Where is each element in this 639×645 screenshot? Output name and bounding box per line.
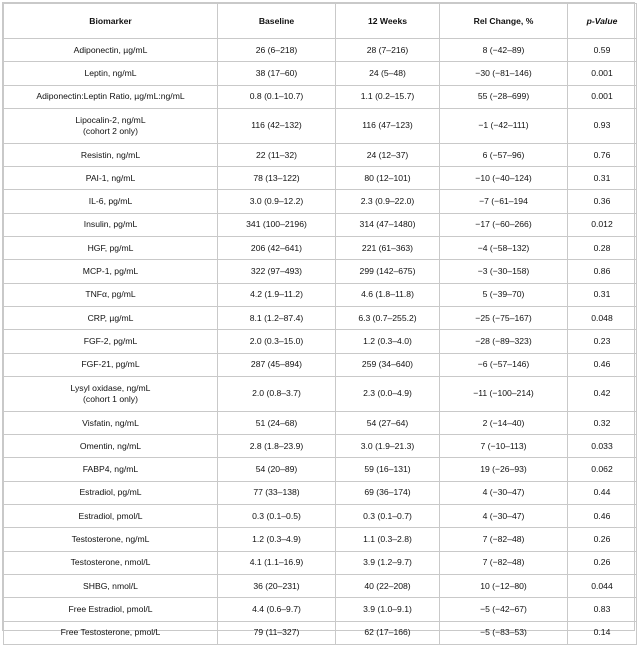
cell-12-weeks: 221 (61–363) <box>336 237 440 260</box>
cell-biomarker <box>4 62 218 85</box>
cell-baseline: 2.0 (0.8–3.7) <box>218 376 336 411</box>
cell-p-value: 0.83 <box>568 598 637 621</box>
table-row <box>4 39 637 62</box>
cell-baseline: 2.0 (0.3–15.0) <box>218 330 336 353</box>
biomarker-table <box>3 3 637 645</box>
cell-biomarker <box>4 237 218 260</box>
cell-baseline: 0.8 (0.1–10.7) <box>218 85 336 108</box>
table-row <box>4 167 637 190</box>
biomarker-label: Visfatin, ng/mL <box>82 417 139 428</box>
cell-baseline: 4.2 (1.9–11.2) <box>218 283 336 306</box>
cell-biomarker <box>4 213 218 236</box>
cell-biomarker <box>4 330 218 353</box>
header-row <box>4 4 637 39</box>
cell-12-weeks: 80 (12–101) <box>336 167 440 190</box>
table-row <box>4 574 637 597</box>
table-row <box>4 505 637 528</box>
table-row <box>4 621 637 644</box>
cell-p-value: 0.46 <box>568 353 637 376</box>
cell-baseline: 54 (20–89) <box>218 458 336 481</box>
cell-baseline: 287 (45–894) <box>218 353 336 376</box>
biomarker-label: Resistin, ng/mL <box>80 149 141 160</box>
biomarker-label: CRP, µg/mL <box>87 312 134 323</box>
table-row <box>4 551 637 574</box>
cell-rel-change: 19 (−26–93) <box>440 458 568 481</box>
cell-rel-change: −25 (−75–167) <box>440 306 568 329</box>
cell-rel-change: −1 (−42–111) <box>440 108 568 143</box>
cell-biomarker <box>4 108 218 143</box>
biomarker-note: (cohort 1 only) <box>83 393 138 404</box>
biomarker-label: FGF-2, pg/mL <box>83 335 138 346</box>
table-body <box>4 39 637 645</box>
cell-baseline: 22 (11–32) <box>218 143 336 166</box>
table-row <box>4 143 637 166</box>
cell-12-weeks: 2.3 (0.0–4.9) <box>336 376 440 411</box>
header-baseline: Baseline <box>218 4 336 39</box>
biomarker-label: Adiponectin, µg/mL <box>73 44 148 55</box>
cell-baseline: 4.1 (1.1–16.9) <box>218 551 336 574</box>
cell-rel-change: 4 (−30–47) <box>440 481 568 504</box>
biomarker-note: (cohort 2 only) <box>83 125 138 136</box>
cell-biomarker <box>4 435 218 458</box>
cell-rel-change: −5 (−83–53) <box>440 621 568 644</box>
cell-rel-change: −5 (−42–67) <box>440 598 568 621</box>
table-row <box>4 213 637 236</box>
cell-baseline: 206 (42–641) <box>218 237 336 260</box>
biomarker-label: Lysyl oxidase, ng/mL <box>70 382 151 393</box>
table-row <box>4 306 637 329</box>
cell-rel-change: 2 (−14–40) <box>440 411 568 434</box>
cell-rel-change: −6 (−57–146) <box>440 353 568 376</box>
cell-p-value: 0.28 <box>568 237 637 260</box>
cell-biomarker <box>4 528 218 551</box>
biomarker-label: MCP-1, pg/mL <box>82 266 139 277</box>
cell-p-value: 0.32 <box>568 411 637 434</box>
cell-biomarker <box>4 376 218 411</box>
cell-12-weeks: 40 (22–208) <box>336 574 440 597</box>
biomarker-label: HGF, pg/mL <box>87 242 134 253</box>
cell-biomarker <box>4 260 218 283</box>
table-row <box>4 411 637 434</box>
cell-baseline: 77 (33–138) <box>218 481 336 504</box>
biomarker-label: Testosterone, ng/mL <box>71 533 150 544</box>
cell-biomarker <box>4 598 218 621</box>
cell-biomarker <box>4 574 218 597</box>
cell-rel-change: 4 (−30–47) <box>440 505 568 528</box>
cell-biomarker <box>4 551 218 574</box>
table-row <box>4 481 637 504</box>
cell-12-weeks: 3.9 (1.0–9.1) <box>336 598 440 621</box>
cell-rel-change: 7 (−82–48) <box>440 551 568 574</box>
cell-p-value: 0.86 <box>568 260 637 283</box>
cell-p-value: 0.23 <box>568 330 637 353</box>
cell-rel-change: −4 (−58–132) <box>440 237 568 260</box>
biomarker-label: Lipocalin-2, ng/mL <box>75 114 146 125</box>
cell-baseline: 3.0 (0.9–12.2) <box>218 190 336 213</box>
cell-baseline: 116 (42–132) <box>218 108 336 143</box>
cell-rel-change: 10 (−12–80) <box>440 574 568 597</box>
cell-p-value: 0.14 <box>568 621 637 644</box>
table-frame <box>2 2 635 638</box>
cell-12-weeks: 69 (36–174) <box>336 481 440 504</box>
table-row <box>4 458 637 481</box>
cell-rel-change: 55 (−28–699) <box>440 85 568 108</box>
cell-12-weeks: 24 (12–37) <box>336 143 440 166</box>
cell-12-weeks: 28 (7–216) <box>336 39 440 62</box>
cell-baseline: 51 (24–68) <box>218 411 336 434</box>
cell-rel-change: 7 (−10–113) <box>440 435 568 458</box>
cell-12-weeks: 259 (34–640) <box>336 353 440 376</box>
cell-12-weeks: 6.3 (0.7–255.2) <box>336 306 440 329</box>
table-row <box>4 435 637 458</box>
biomarker-label: IL-6, pg/mL <box>88 196 133 207</box>
cell-12-weeks: 24 (5–48) <box>336 62 440 85</box>
cell-p-value: 0.36 <box>568 190 637 213</box>
cell-baseline: 8.1 (1.2–87.4) <box>218 306 336 329</box>
cell-baseline: 36 (20–231) <box>218 574 336 597</box>
cell-rel-change: −30 (−81–146) <box>440 62 568 85</box>
biomarker-label: Estradiol, pmol/L <box>78 510 143 521</box>
cell-p-value: 0.001 <box>568 85 637 108</box>
cell-p-value: 0.062 <box>568 458 637 481</box>
cell-p-value: 0.31 <box>568 283 637 306</box>
biomarker-label: Adiponectin:Leptin Ratio, µg/mL:ng/mL <box>36 91 185 102</box>
cell-rel-change: 6 (−57–96) <box>440 143 568 166</box>
cell-biomarker <box>4 505 218 528</box>
cell-biomarker <box>4 39 218 62</box>
table-row <box>4 108 637 143</box>
cell-biomarker <box>4 411 218 434</box>
cell-p-value: 0.26 <box>568 551 637 574</box>
cell-12-weeks: 4.6 (1.8–11.8) <box>336 283 440 306</box>
cell-12-weeks: 62 (17–166) <box>336 621 440 644</box>
cell-p-value: 0.033 <box>568 435 637 458</box>
cell-biomarker <box>4 306 218 329</box>
cell-12-weeks: 1.2 (0.3–4.0) <box>336 330 440 353</box>
cell-baseline: 1.2 (0.3–4.9) <box>218 528 336 551</box>
table-row <box>4 376 637 411</box>
cell-baseline: 79 (11–327) <box>218 621 336 644</box>
cell-baseline: 4.4 (0.6–9.7) <box>218 598 336 621</box>
cell-rel-change: −17 (−60–266) <box>440 213 568 236</box>
table-row <box>4 283 637 306</box>
table-row <box>4 330 637 353</box>
table-row <box>4 85 637 108</box>
biomarker-label: Free Testosterone, pmol/L <box>60 627 161 638</box>
cell-12-weeks: 116 (47–123) <box>336 108 440 143</box>
biomarker-label: FGF-21, pg/mL <box>81 359 140 370</box>
cell-p-value: 0.012 <box>568 213 637 236</box>
cell-p-value: 0.26 <box>568 528 637 551</box>
cell-p-value: 0.001 <box>568 62 637 85</box>
cell-rel-change: −10 (−40–124) <box>440 167 568 190</box>
cell-biomarker <box>4 481 218 504</box>
header-biomarker: Biomarker <box>4 4 218 39</box>
biomarker-label: Testosterone, nmol/L <box>70 557 151 568</box>
cell-rel-change: −7 (−61–194 <box>440 190 568 213</box>
cell-p-value: 0.42 <box>568 376 637 411</box>
cell-biomarker <box>4 167 218 190</box>
table-row <box>4 62 637 85</box>
cell-biomarker <box>4 353 218 376</box>
cell-rel-change: 5 (−39–70) <box>440 283 568 306</box>
cell-12-weeks: 2.3 (0.9–22.0) <box>336 190 440 213</box>
cell-biomarker <box>4 458 218 481</box>
cell-biomarker <box>4 190 218 213</box>
biomarker-label: Leptin, ng/mL <box>84 67 137 78</box>
cell-rel-change: 7 (−82–48) <box>440 528 568 551</box>
biomarker-label: Free Estradiol, pmol/L <box>68 603 153 614</box>
header-p-value: p-Value <box>568 4 637 39</box>
biomarker-label: Insulin, pg/mL <box>83 219 138 230</box>
cell-12-weeks: 59 (16–131) <box>336 458 440 481</box>
cell-baseline: 38 (17–60) <box>218 62 336 85</box>
biomarker-label: Omentin, ng/mL <box>79 440 142 451</box>
cell-12-weeks: 3.9 (1.2–9.7) <box>336 551 440 574</box>
cell-p-value: 0.44 <box>568 481 637 504</box>
cell-baseline: 322 (97–493) <box>218 260 336 283</box>
cell-rel-change: −3 (−30–158) <box>440 260 568 283</box>
table-row <box>4 353 637 376</box>
cell-p-value: 0.048 <box>568 306 637 329</box>
cell-p-value: 0.044 <box>568 574 637 597</box>
cell-baseline: 78 (13–122) <box>218 167 336 190</box>
biomarker-label: SHBG, nmol/L <box>83 580 138 591</box>
biomarker-label: PAI-1, ng/mL <box>85 172 136 183</box>
cell-biomarker <box>4 143 218 166</box>
cell-p-value: 0.31 <box>568 167 637 190</box>
table-row <box>4 260 637 283</box>
biomarker-label: Estradiol, pg/mL <box>79 487 142 498</box>
header-12-weeks: 12 Weeks <box>336 4 440 39</box>
cell-biomarker <box>4 621 218 644</box>
cell-p-value: 0.46 <box>568 505 637 528</box>
cell-12-weeks: 1.1 (0.2–15.7) <box>336 85 440 108</box>
cell-p-value: 0.93 <box>568 108 637 143</box>
biomarker-label: TNFα, pg/mL <box>85 289 136 300</box>
cell-12-weeks: 54 (27–64) <box>336 411 440 434</box>
cell-baseline: 0.3 (0.1–0.5) <box>218 505 336 528</box>
table-row <box>4 598 637 621</box>
cell-rel-change: −28 (−89–323) <box>440 330 568 353</box>
header-rel-change: Rel Change, % <box>440 4 568 39</box>
cell-baseline: 26 (6–218) <box>218 39 336 62</box>
cell-12-weeks: 1.1 (0.3–2.8) <box>336 528 440 551</box>
table-row <box>4 190 637 213</box>
table-row <box>4 528 637 551</box>
cell-biomarker <box>4 283 218 306</box>
cell-12-weeks: 0.3 (0.1–0.7) <box>336 505 440 528</box>
cell-12-weeks: 3.0 (1.9–21.3) <box>336 435 440 458</box>
cell-p-value: 0.76 <box>568 143 637 166</box>
cell-p-value: 0.59 <box>568 39 637 62</box>
table-row <box>4 237 637 260</box>
cell-12-weeks: 299 (142–675) <box>336 260 440 283</box>
cell-biomarker <box>4 85 218 108</box>
cell-12-weeks: 314 (47–1480) <box>336 213 440 236</box>
cell-baseline: 2.8 (1.8–23.9) <box>218 435 336 458</box>
cell-baseline: 341 (100–2196) <box>218 213 336 236</box>
cell-rel-change: 8 (−42–89) <box>440 39 568 62</box>
biomarker-label: FABP4, ng/mL <box>82 464 139 475</box>
cell-rel-change: −11 (−100–214) <box>440 376 568 411</box>
